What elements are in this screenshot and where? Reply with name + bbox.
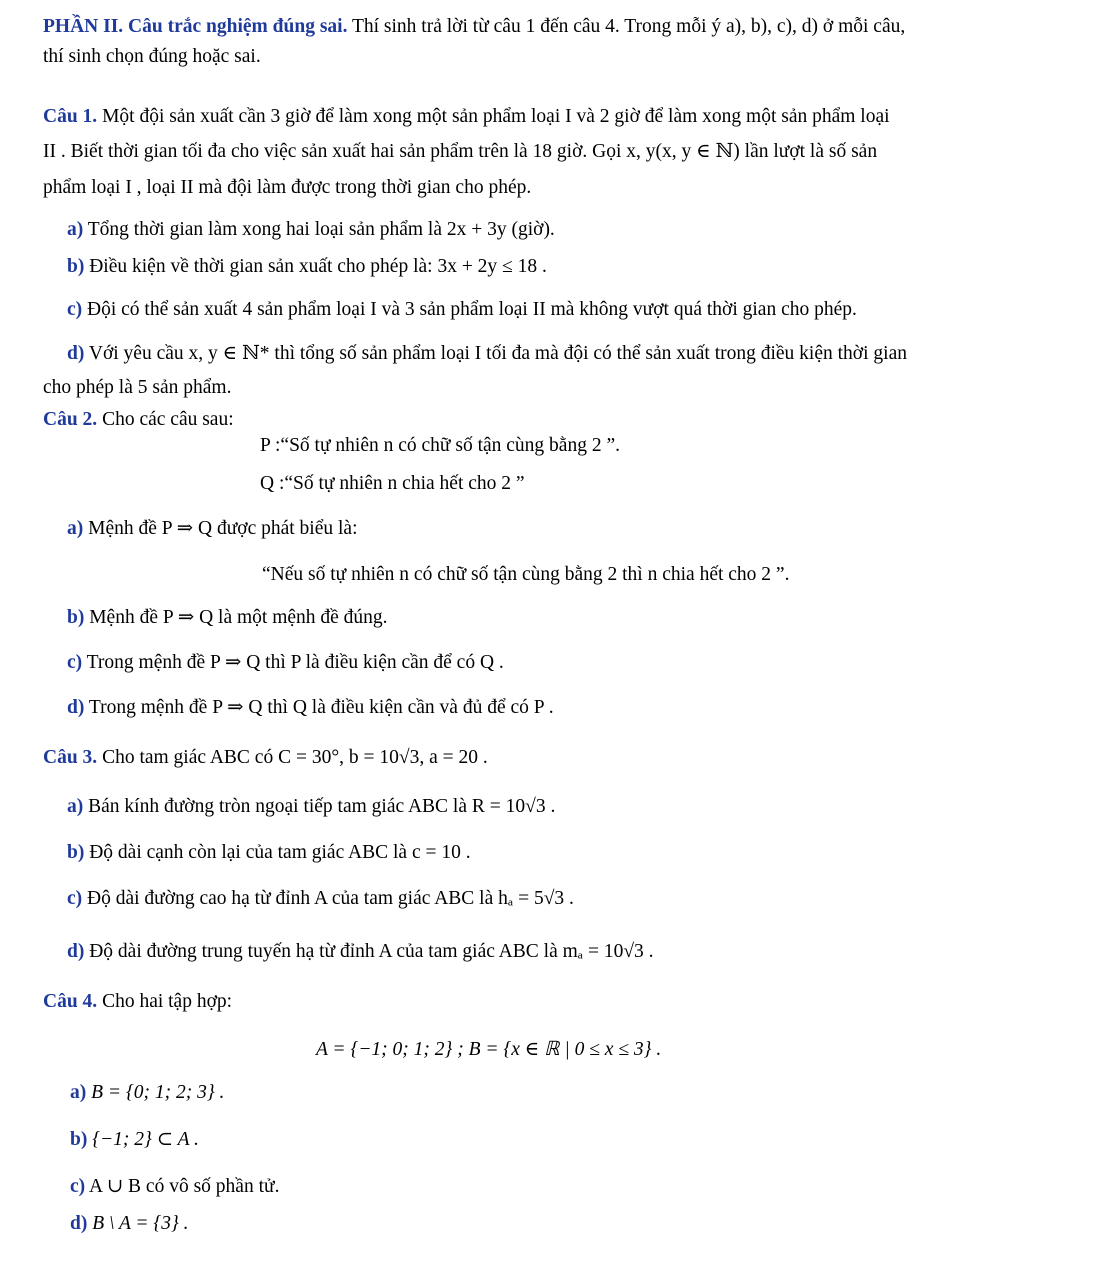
q1-line-2: II . Biết thời gian tối đa cho việc sản xuất hai sản phẩm trên là 18 giờ. Gọi x, y(x, y ∈ ℕ) lần lượt là số sản bbox=[43, 141, 878, 162]
q1-label: Câu 1. bbox=[43, 106, 98, 127]
q4-d-label: d) bbox=[70, 1213, 88, 1234]
q1-d-text: Với yêu cầu x, y ∈ ℕ* thì tổng số sản phẩm loại I tối đa mà đội có thể sản xuất trong điều kiện thời gian bbox=[84, 343, 907, 364]
q4-a-label: a) bbox=[70, 1082, 87, 1103]
q1-line-3: phẩm loại I , loại II mà đội làm được trong thời gian cho phép. bbox=[43, 177, 532, 198]
q2-option-c bbox=[67, 653, 504, 673]
q2-c-label: c) bbox=[67, 652, 83, 673]
q2-a-text: Mệnh đề P ⇒ Q được phát biểu là: bbox=[83, 518, 358, 539]
q3-d-text: Độ dài đường trung tuyến hạ từ đỉnh A của tam giác ABC là mₐ = 10√3 . bbox=[84, 941, 654, 962]
q3-option-c bbox=[67, 889, 574, 909]
q1-option-d bbox=[67, 344, 907, 364]
q4-label: Câu 4. bbox=[43, 991, 98, 1012]
q4-option-c bbox=[70, 1177, 279, 1197]
q2-label: Câu 2. bbox=[43, 409, 98, 430]
q4-intro-line bbox=[43, 992, 232, 1012]
q1-c-text: Đội có thể sản xuất 4 sản phẩm loại I và 3 sản phẩm loại II mà không vượt quá thời gian cho phép. bbox=[82, 299, 857, 320]
q2-statement-q: Q :“Số tự nhiên n chia hết cho 2 ” bbox=[260, 473, 525, 494]
q4-b-text: {−1; 2} ⊂ A . bbox=[87, 1129, 199, 1150]
q2-option-d bbox=[67, 698, 554, 718]
q2-option-b bbox=[67, 608, 388, 628]
q4-b-label: b) bbox=[70, 1129, 88, 1150]
q1-d-label: d) bbox=[67, 343, 85, 364]
q3-option-a bbox=[67, 797, 555, 817]
q1-text-1: Một đội sản xuất cần 3 giờ để làm xong một sản phẩm loại I và 2 giờ để làm xong một sản phẩm loại bbox=[97, 106, 890, 127]
section-title: PHẦN II. Câu trắc nghiệm đúng sai. bbox=[43, 16, 348, 37]
q4-d-text: B \ A = {3} . bbox=[87, 1213, 189, 1234]
q1-a-label: a) bbox=[67, 219, 84, 240]
q1-line-1 bbox=[43, 107, 890, 127]
q2-statement-p: P :“Số tự nhiên n có chữ số tận cùng bằng 2 ”. bbox=[260, 435, 620, 456]
q1-option-a bbox=[67, 220, 555, 240]
q4-c-text: A ∪ B có vô số phần tử. bbox=[85, 1176, 280, 1197]
q4-sets: A = {−1; 0; 1; 2} ; B = {x ∈ ℝ | 0 ≤ x ≤ 3} . bbox=[316, 1039, 662, 1060]
q1-option-b bbox=[67, 257, 547, 277]
section-instructions: Thí sinh trả lời từ câu 1 đến câu 4. Trong mỗi ý a), b), c), d) ở mỗi câu, bbox=[347, 16, 906, 37]
q1-option-d-continued: cho phép là 5 sản phẩm. bbox=[43, 377, 232, 398]
q2-a-label: a) bbox=[67, 518, 84, 539]
q3-label: Câu 3. bbox=[43, 747, 98, 768]
section-header-line-2: thí sinh chọn đúng hoặc sai. bbox=[43, 46, 261, 67]
q4-c-label: c) bbox=[70, 1176, 86, 1197]
q4-option-b bbox=[70, 1130, 199, 1150]
q2-c-text: Trong mệnh đề P ⇒ Q thì P là điều kiện cần để có Q . bbox=[82, 652, 504, 673]
q1-option-c bbox=[67, 300, 857, 320]
q2-d-label: d) bbox=[67, 697, 85, 718]
q3-c-text: Độ dài đường cao hạ từ đỉnh A của tam giác ABC là hₐ = 5√3 . bbox=[82, 888, 574, 909]
q3-d-label: d) bbox=[67, 941, 85, 962]
q3-option-b bbox=[67, 843, 471, 863]
q2-option-a-quote: “Nếu số tự nhiên n có chữ số tận cùng bằng 2 thì n chia hết cho 2 ”. bbox=[262, 564, 790, 585]
q2-d-text: Trong mệnh đề P ⇒ Q thì Q là điều kiện cần và đủ để có P . bbox=[84, 697, 554, 718]
q3-a-label: a) bbox=[67, 796, 84, 817]
q1-a-text: Tổng thời gian làm xong hai loại sản phẩm là 2x + 3y (giờ). bbox=[83, 219, 555, 240]
q3-option-d bbox=[67, 942, 654, 962]
q4-option-d bbox=[70, 1214, 189, 1234]
q1-b-label: b) bbox=[67, 256, 85, 277]
q3-intro-line bbox=[43, 748, 488, 768]
q2-b-label: b) bbox=[67, 607, 85, 628]
q4-option-a bbox=[70, 1083, 224, 1103]
q1-b-text: Điều kiện về thời gian sản xuất cho phép là: 3x + 2y ≤ 18 . bbox=[84, 256, 547, 277]
q1-c-label: c) bbox=[67, 299, 83, 320]
q3-b-label: b) bbox=[67, 842, 85, 863]
q3-intro: Cho tam giác ABC có C = 30°, b = 10√3, a = 20 . bbox=[97, 747, 488, 768]
section-header-line-1 bbox=[43, 17, 905, 37]
q2-option-a bbox=[67, 519, 358, 539]
q3-a-text: Bán kính đường tròn ngoại tiếp tam giác ABC là R = 10√3 . bbox=[83, 796, 556, 817]
q4-intro: Cho hai tập hợp: bbox=[97, 991, 233, 1012]
q3-c-label: c) bbox=[67, 888, 83, 909]
q2-intro: Cho các câu sau: bbox=[97, 409, 234, 430]
q4-a-text: B = {0; 1; 2; 3} . bbox=[86, 1082, 225, 1103]
q2-intro-line bbox=[43, 410, 234, 430]
q2-b-text: Mệnh đề P ⇒ Q là một mệnh đề đúng. bbox=[84, 607, 388, 628]
q3-b-text: Độ dài cạnh còn lại của tam giác ABC là c = 10 . bbox=[84, 842, 471, 863]
